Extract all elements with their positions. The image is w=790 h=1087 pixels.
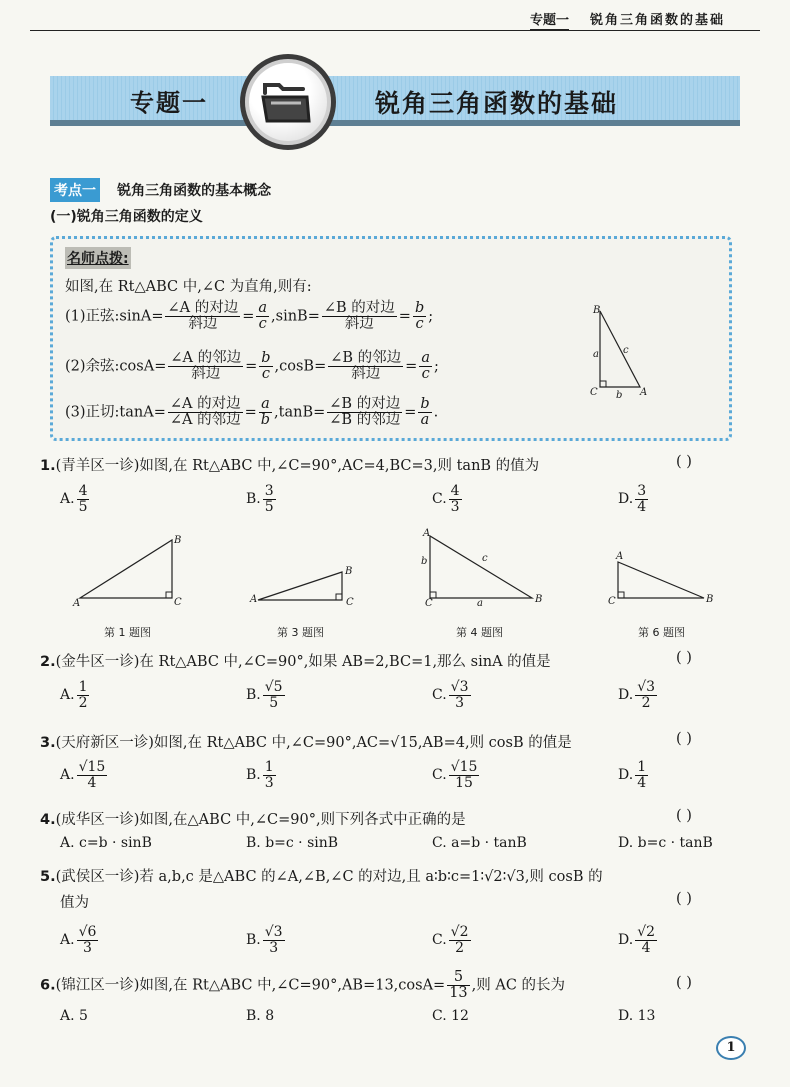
answer-blank-5[interactable]: ( )	[676, 891, 692, 907]
kaodian-tag: 考点一	[50, 178, 100, 202]
banner-title: 锐角三角函数的基础	[375, 89, 619, 118]
question-5: 5.(武侯区一诊)若 a,b,c 是△ABC 的∠A,∠B,∠C 的对边,且 a∶b∶c=1∶√2∶√3,则 cosB 的	[40, 869, 603, 885]
fig-label-C: C	[590, 387, 598, 398]
q3-option-a[interactable]: A. $\frac{√15}{4}$	[60, 759, 106, 791]
q4-option-a[interactable]: A. c=b · sinB	[60, 835, 152, 851]
sin-b-value: $\frac{b}{c}$	[414, 300, 425, 333]
teacher-tip-box	[50, 236, 732, 441]
running-header-topic: 专题一	[530, 9, 569, 28]
fig4-B: B	[535, 594, 543, 605]
sin-mid: ,sinB=	[271, 308, 320, 325]
q4-option-d[interactable]: D. b=c · tanB	[618, 835, 713, 851]
q2-option-c[interactable]: C. $\frac{√3}{3}$	[432, 679, 469, 711]
q5-option-d[interactable]: D. $\frac{√2}{4}$	[618, 924, 656, 956]
subsection-title: (一)锐角三角函数的定义	[50, 209, 203, 225]
question-2: 2.(金牛区一诊)在 Rt△ABC 中,∠C=90°,如果 AB=2,BC=1,那么 sinA 的值是	[40, 654, 551, 670]
teacher-tip-intro: 如图,在 Rt△ABC 中,∠C 为直角,则有:	[65, 279, 312, 295]
question-4: 4.(成华区一诊)如图,在△ABC 中,∠C=90°,则下列各式中正确的是	[40, 812, 466, 828]
banner-disc	[240, 54, 336, 150]
fig-label-b: b	[616, 390, 623, 401]
q1-option-c[interactable]: C. $\frac{4}{3}$	[432, 483, 460, 515]
kaodian-heading	[50, 178, 271, 200]
q2-option-d[interactable]: D. $\frac{√3}{2}$	[618, 679, 656, 711]
q1-option-d[interactable]: D. $\frac{3}{4}$	[618, 483, 647, 515]
fig1-B: B	[174, 535, 182, 546]
sin-label: (1)正弦:sinA=	[65, 308, 164, 325]
cos-definition: (2)余弦:cosA= $\frac{\text{∠A 的邻边}}{\text{斜边}}$ = $\frac{b}{c}$ ,cosB= $\frac{\text{∠B 的邻边}}{\text{斜边}}$ = $\frac{a}{c}$ ;	[65, 350, 439, 383]
cos-label: (2)余弦:cosA=	[65, 358, 167, 375]
question-1: 1.(青羊区一诊)如图,在 Rt△ABC 中,∠C=90°,AC=4,BC=3,则 tanB 的值为	[40, 458, 540, 474]
q6-option-c[interactable]: C. 12	[432, 1008, 469, 1024]
fig4-A: A	[423, 528, 431, 539]
q1-option-a[interactable]: A. $\frac{4}{5}$	[60, 483, 88, 515]
question-3: 3.(天府新区一诊)如图,在 Rt△ABC 中,∠C=90°,AC=√15,AB=4,则 cosB 的值是	[40, 735, 572, 751]
answer-blank-1[interactable]: ( )	[676, 454, 692, 470]
fig-label-c: c	[623, 345, 629, 356]
q4-option-c[interactable]: C. a=b · tanB	[432, 835, 527, 851]
q2-option-b[interactable]: B. $\frac{√5}{5}$	[246, 679, 283, 711]
answer-blank-4[interactable]: ( )	[676, 808, 692, 824]
answer-blank-6[interactable]: ( )	[676, 975, 692, 991]
fig-label-B: B	[593, 305, 601, 316]
figure-q4	[420, 528, 550, 608]
q3-option-d[interactable]: D. $\frac{1}{4}$	[618, 759, 647, 791]
tan-definition: (3)正切:tanA= $\frac{\text{∠A 的对边}}{\text{∠A 的邻边}}$ = $\frac{a}{b}$ ,tanB= $\frac{\text{∠B 的对边}}{\text{∠B 的邻边}}$ = $\frac{b}{a}$ .	[65, 396, 439, 429]
header-rule	[30, 30, 760, 31]
q5-option-c[interactable]: C. $\frac{√2}{2}$	[432, 924, 469, 956]
q5-option-a[interactable]: A. $\frac{√6}{3}$	[60, 924, 97, 956]
answer-blank-3[interactable]: ( )	[676, 731, 692, 747]
fig6-B: B	[706, 594, 714, 605]
q6-option-d[interactable]: D. 13	[618, 1008, 656, 1024]
sin-definition: (1)正弦:sinA= $\frac{\text{∠A 的对边}}{\text{斜边}}$ = $\frac{a}{c}$ ,sinB= $\frac{\text{∠B 的对边}}{\text{斜边}}$ = $\frac{b}{c}$ ;	[65, 300, 434, 333]
q4-option-b[interactable]: B. b=c · sinB	[246, 835, 339, 851]
question-5-cont: 值为	[60, 895, 89, 911]
fig4-C: C	[425, 598, 433, 609]
answer-blank-2[interactable]: ( )	[676, 650, 692, 666]
kaodian-text: 锐角三角函数的基本概念	[117, 183, 272, 199]
q6-option-a[interactable]: A. 5	[60, 1008, 88, 1024]
fig3-C: C	[346, 597, 354, 608]
tan-label: (3)正切:tanA=	[65, 404, 166, 421]
fig6-C: C	[608, 596, 616, 607]
q3-option-c[interactable]: C. $\frac{√15}{15}$	[432, 759, 478, 791]
running-header	[0, 0, 790, 34]
figure-q3	[250, 560, 360, 620]
fig3-B: B	[345, 566, 353, 577]
page-number: 1	[716, 1036, 746, 1060]
fig6-caption: 第 6 题图	[638, 626, 685, 639]
fig-label-a: a	[593, 349, 599, 360]
question-6: 6.(锦江区一诊)如图,在 Rt△ABC 中,∠C=90°,AB=13,cosA= $\frac{5}{13}$ ,则 AC 的长为	[40, 969, 566, 1002]
fig4-b: b	[421, 556, 428, 567]
fig4-c: c	[482, 553, 488, 564]
figure-q6	[612, 552, 712, 608]
chapter-banner	[50, 76, 740, 126]
q3-option-b[interactable]: B. $\frac{1}{3}$	[246, 759, 274, 791]
q5-option-b[interactable]: B. $\frac{√3}{3}$	[246, 924, 283, 956]
fig1-C: C	[174, 597, 182, 608]
running-header-title: 锐角三角函数的基础	[590, 13, 726, 28]
banner-topic: 专题一	[130, 89, 208, 117]
q6-option-b[interactable]: B. 8	[246, 1008, 275, 1024]
fig3-caption: 第 3 题图	[277, 626, 324, 639]
fig1-A: A	[73, 598, 81, 609]
q1-option-b[interactable]: B. $\frac{3}{5}$	[246, 483, 274, 515]
fig4-a: a	[477, 598, 483, 609]
teacher-triangle-figure	[588, 301, 678, 411]
fig1-caption: 第 1 题图	[104, 626, 151, 639]
q2-option-a[interactable]: A. $\frac{1}{2}$	[60, 679, 88, 711]
fig4-caption: 第 4 题图	[456, 626, 503, 639]
folder-icon	[259, 73, 317, 131]
sin-a-fraction: $\frac{\text{∠A 的对边}}{\text{斜边}}$	[167, 300, 239, 333]
fig-label-A: A	[640, 387, 648, 398]
sin-b-fraction: $\frac{\text{∠B 的对边}}{\text{斜边}}$	[323, 300, 395, 333]
teacher-tip-heading: 名师点拨:	[65, 247, 131, 269]
sin-a-value: $\frac{a}{c}$	[258, 300, 268, 333]
fig6-A: A	[616, 551, 624, 562]
figure-q1	[70, 530, 190, 620]
q6-cos-fraction: $\frac{5}{13}$	[449, 969, 468, 1002]
fig3-A: A	[250, 594, 258, 605]
